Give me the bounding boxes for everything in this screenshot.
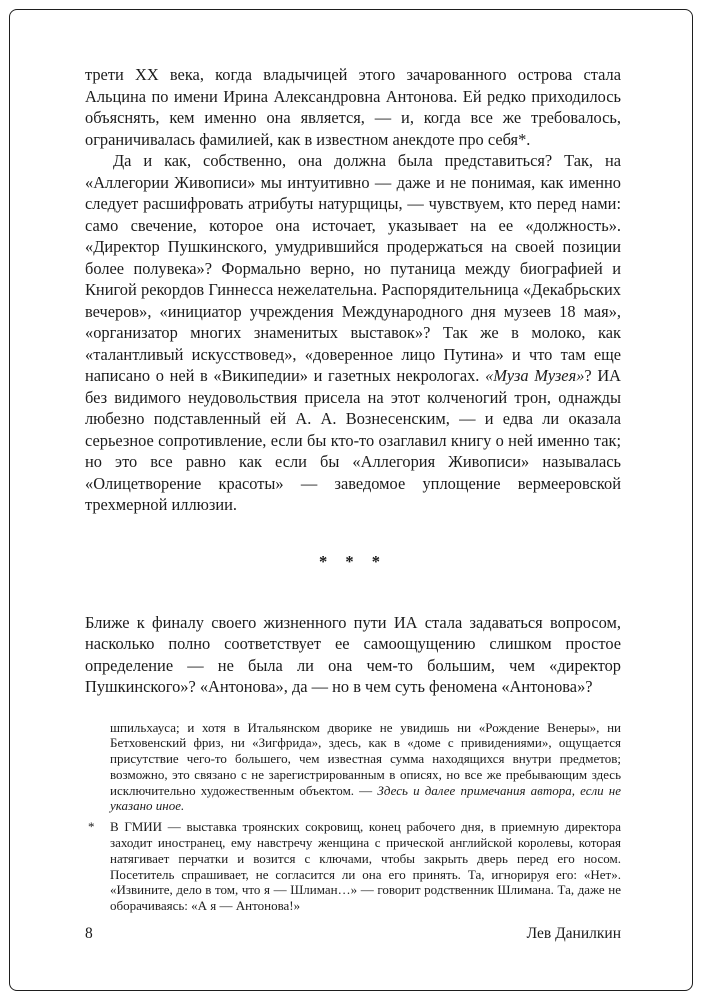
body-paragraph-3: Ближе к финалу своего жизненного пути ИА стала задаваться вопросом, насколько полно соответствует ее самоощущению слишком простое определение — не была ли она чем-то большим, чем «директор Пушкинского»? «Антонова», да — но в чем суть феномена «Антонова»? bbox=[85, 612, 621, 696]
footnote-continuation bbox=[110, 720, 621, 815]
page-footer bbox=[85, 925, 621, 943]
section-break-asterisks: * * * bbox=[319, 551, 387, 571]
author-name: Лев Данилкин bbox=[526, 925, 621, 942]
footnote-starred-text: В ГМИИ — выставка троянских сокровищ, конец рабочего дня, в приемную директора заходит иностранец, ему навстречу женщина с прической английской королевы, которая натягивает перчатки и возится с ключами, чтобы закрыть дверь перед его носом. Посетитель спрашивает, не согласится ли она его принять. Та, игнорируя его: «Нет». «Извините, дело в том, что я — Шлиман…» — говорит родственник Шлимана. Та, даже не оборачиваясь: «А я — Антонова!» bbox=[110, 819, 621, 914]
footnote-starred bbox=[88, 819, 621, 914]
paragraph-2-text-start: Да и как, собственно, она должна была представиться? Так, на «Аллегории Живописи» мы интуитивно — даже и не понимая, как именно следует расшифровать атрибуты натурщицы, — чувствуем, кто перед нами: само свечение, которое она источает, указывает на ее «должность». «Директор Пушкинского, умудрившийся продержаться на своей позиции более полувека»? Формально верно, но путаница между биографией и Книгой рекордов Гиннесса нежелательна. Распорядительница «Декабрьских вечеров», «инициатор учреждения Международного дня музеев 18 мая», «организатор многих знаменитых выставок»? Так же в молоко, как «талантливый искусствовед», «доверенное лицо Путина» и что там еще написано о ней в «Википедии» и газетных некрологах. bbox=[85, 151, 621, 385]
footnote-continuation-text: шпильхауса; и хотя в Итальянском дворике не увидишь ни «Рождение Венеры», ни Бетховенский фриз, ни «Зигфрида», здесь, как в «доме с привидениями», ощущается присутствие чего-то большего, чем известная сумма находящихся внутри предметов; возможно, это связано с не зарегистрированным в описях, но все же пребывающим здесь исключительно художественным объектом. — bbox=[110, 719, 621, 798]
paragraph-2-text-end: ? ИА без видимого неудовольствия присела на этот колченогий трон, однажды любезно подставленный ей А. А. Вознесенским, — и едва ли оказала серьезное сопротивление, если бы кто-то озаглавил книгу о ней именно так; но это все равно как если бы «Аллегория Живописи» называлась «Олицетворение красоты» — заведомое уплощение вермееровской трехмерной иллюзии. bbox=[85, 366, 621, 514]
body-paragraph-2 bbox=[85, 150, 621, 516]
footnotes-block bbox=[85, 720, 621, 915]
paragraph-2-italic-phrase: «Муза Музея» bbox=[485, 366, 585, 385]
page-number: 8 bbox=[85, 925, 93, 942]
footnote-author-note-italic: Здесь и далее примечания автора, если не указано иное. bbox=[110, 782, 621, 814]
page-text-area bbox=[85, 64, 621, 914]
body-paragraph-1: трети XX века, когда владычицей этого зачарованного острова стала Альцина по имени Ирина Александровна Антонова. Ей редко приходилось объяснять, кем именно она является, — и, когда все же требовалось, ограничивалась фамилией, как в известном анекдоте про себя*. bbox=[85, 65, 621, 149]
footnote-asterisk-marker: * bbox=[88, 819, 95, 835]
